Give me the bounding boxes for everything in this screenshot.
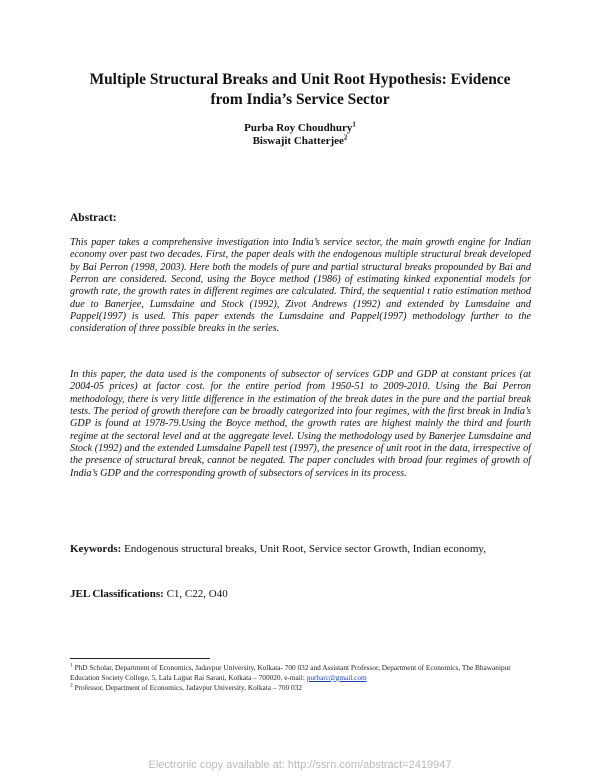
author-1-marker: 1 <box>352 120 356 129</box>
footnote-1-marker: 1 <box>70 662 73 669</box>
keywords-label: Keywords: <box>70 543 122 555</box>
footnote-2-text: Professor, Department of Economics, Jadavpur University, Kolkata – 700 032 <box>72 682 302 692</box>
abstract-paragraph-2: In this paper, the data used is the components of subsector of services GDP and GDP at constant prices (at 2004-05 prices) at factor cost. for the entire period from 1950-51 to 2009-2010. Using the Bai Perron methodology, there is very little difference in the estimation of the break dates in the pure and the partial break tests. The period of growth therefore can be broadly categorized into four regimes, with the first break in India’s GDP is found at 1978-79.Using the Boyce method, the growth rates are highest mainly the third and fourth regime at the sectoral level and at the aggregate level. Using the methodology used by Banerjee Lumsdaine and Stock (1992) and the extended Lumsdaine Papell test (1997), the presence of unit root in the data, irrespective of the presence of structural break, cannot be negated. The paper concludes with broad four regimes of growth of India’s GDP and the corresponding growth of subsectors of services in its process. <box>70 369 531 479</box>
title-line-1: Multiple Structural Breaks and Unit Root Hypothesis: Evidence <box>89 71 511 88</box>
author-2-marker: 2 <box>343 133 348 142</box>
author-2 <box>150 135 450 148</box>
footnote-2 <box>70 683 532 693</box>
title-line-2: from India’s Service Sector <box>210 91 390 108</box>
jel-line <box>70 588 228 601</box>
keywords-line <box>70 543 540 556</box>
author-1-name: Purba Roy Choudhury <box>244 122 353 134</box>
abstract-paragraph-1: This paper takes a comprehensive investigation into India’s service sector, the main growth engine for Indian economy over past two decades. First, the paper deals with the endogenous multiple structural break developed by Bai Perron (1998, 2003). Here both the models of pure and partial structural breaks propounded by Bai and Perron are considered. Second, using the Boyce method (1986) of estimating kinked exponential models for growth rate, the growth rates in different regimes are calculated. Third, the sequential t ratio estimation method due to Banerjee, Lumsdaine and Stock (1992), Zivot Andrews (1992) and extended by Lumsdaine and Pappel(1997) is used. This paper extends the Lumsdaine and Pappel(1997) methodology further to the consideration of three possible breaks in the series. <box>70 237 531 335</box>
ssrn-watermark: Electronic copy available at: http://ssrn.com/abstract=2419947 <box>148 759 452 771</box>
footnote-1-email-link[interactable]: purbarc@gmail.com <box>306 672 367 682</box>
keywords-text: Endogenous structural breaks, Unit Root, Service sector Growth, Indian economy, <box>121 543 486 555</box>
paper-title <box>70 70 530 110</box>
footnotes <box>70 663 532 692</box>
jel-text: C1, C22, O40 <box>163 588 228 600</box>
abstract-heading: Abstract: <box>70 212 117 224</box>
jel-label: JEL Classifications: <box>70 588 164 600</box>
footnote-2-marker: 2 <box>70 682 73 689</box>
footnote-1-text: PhD Scholar, Department of Economics, Jadavpur University, Kolkata- 700 032 and Assistant Professor, Department of Economics, The Bhawanipur Education Society College, 5, Lala Lajpat Rai Sarani, Kolkata – 700020. e-mail: <box>70 663 511 682</box>
author-1 <box>150 122 450 135</box>
footnote-1 <box>70 663 532 683</box>
footnote-divider <box>70 658 210 659</box>
author-2-name: Biswajit Chatterjee <box>252 135 344 147</box>
